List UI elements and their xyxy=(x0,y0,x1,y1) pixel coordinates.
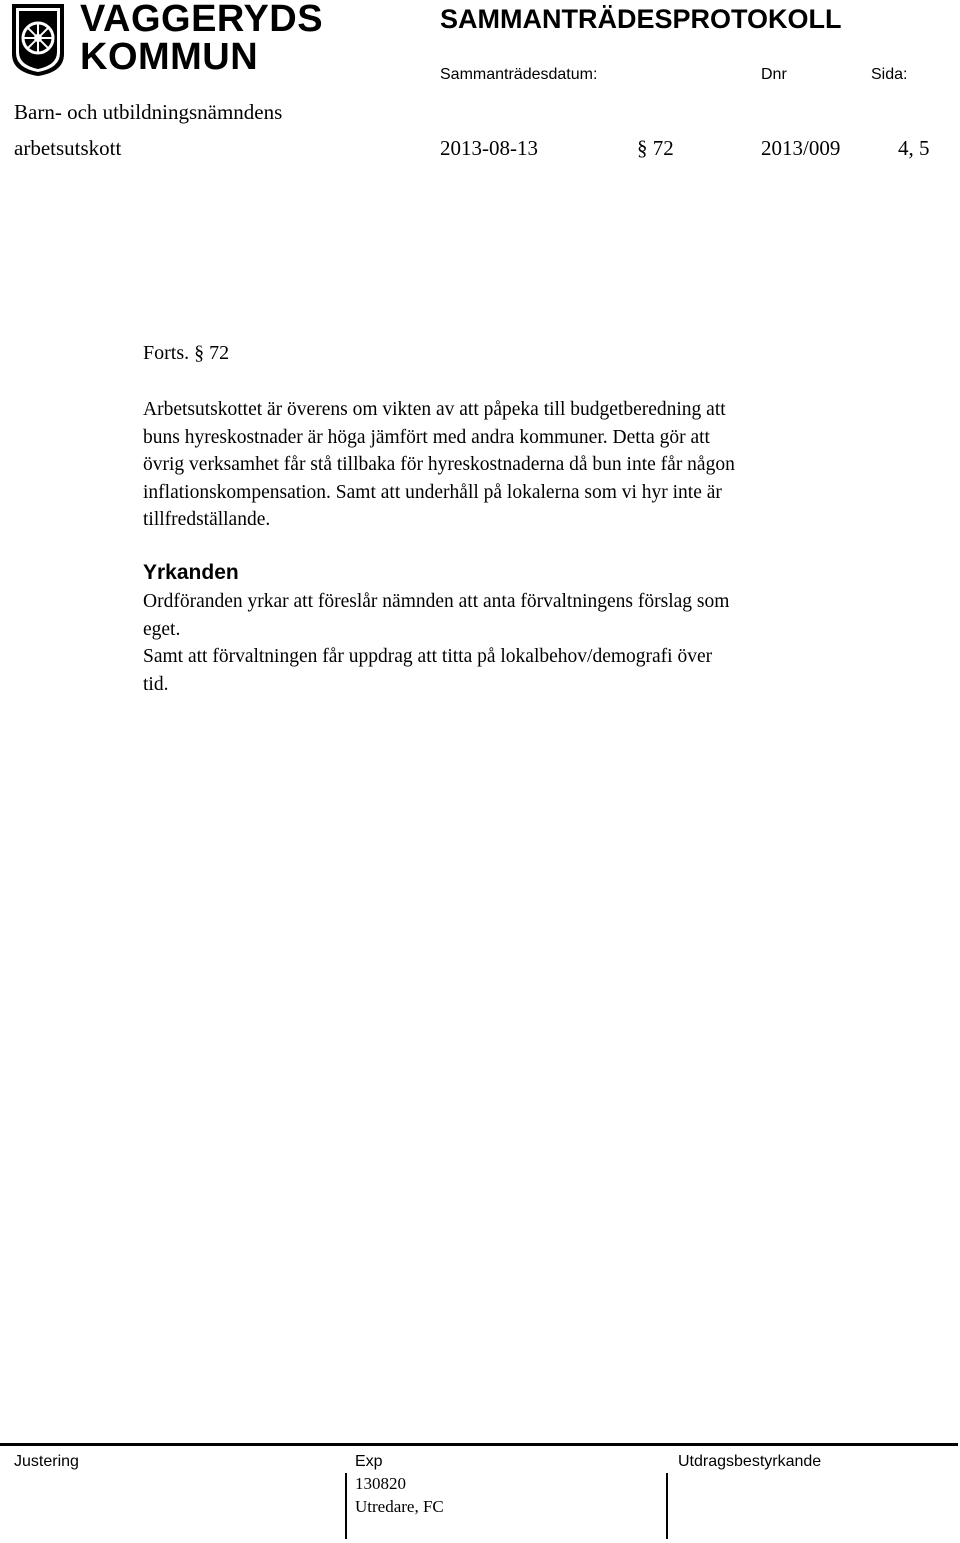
section-heading-yrkanden: Yrkanden xyxy=(143,561,239,584)
paragraph-1 xyxy=(143,396,903,534)
brand-line-1: VAGGERYDS xyxy=(80,0,324,40)
meeting-date-label: Sammanträdesdatum: xyxy=(440,66,598,83)
utdragsbestyrkande-label: Utdragsbestyrkande xyxy=(678,1453,822,1470)
paragraph-line: Arbetsutskottet är överens om vikten av att påpeka till budgetberedning att xyxy=(143,399,726,420)
brand-line-2: KOMMUN xyxy=(80,36,259,78)
paragraph-line: buns hyreskostnader är höga jämfört med andra kommuner. Detta gör att xyxy=(143,426,710,448)
paragraph-line: Samt att förvaltningen får uppdrag att titta på lokalbehov/demografi över xyxy=(143,646,713,667)
footer-column-divider xyxy=(666,1473,668,1539)
exp-date: 130820 xyxy=(355,1474,406,1493)
exp-recipient: Utredare, FC xyxy=(355,1497,444,1516)
footer-divider xyxy=(0,1443,958,1446)
paragraph-line: övrig verksamhet får stå tillbaka för hyreskostnaderna då bun inte får någon xyxy=(143,454,735,475)
exp-label: Exp xyxy=(355,1453,383,1470)
paragraph-line: Ordföranden yrkar att föreslår nämnden att anta förvaltningens förslag som xyxy=(143,591,730,612)
paragraph-2 xyxy=(143,588,903,698)
paragraph-line: tid. xyxy=(143,673,169,695)
organization-line-1: Barn- och utbildningsnämndens xyxy=(14,100,283,124)
paragraph-line: inflationskompensation. Samt att underhåll på lokalerna som vi hyr inte är xyxy=(143,481,722,503)
dnr-label: Dnr xyxy=(761,66,787,83)
justering-label: Justering xyxy=(14,1453,79,1470)
page-value: 4, 5 xyxy=(898,136,930,160)
footer-column-divider xyxy=(345,1473,347,1539)
paragraph-line: eget. xyxy=(143,618,181,640)
organization-line-2: arbetsutskott xyxy=(14,136,122,160)
dnr-value: 2013/009 xyxy=(761,136,841,160)
paragraph-line: tillfredställande. xyxy=(143,509,271,530)
section-number: § 72 xyxy=(637,136,674,160)
meeting-date: 2013-08-13 xyxy=(440,136,538,160)
continuation-label: Forts. § 72 xyxy=(143,342,230,364)
page-label: Sida: xyxy=(871,66,908,83)
brand-wordmark xyxy=(80,0,323,76)
document-title: SAMMANTRÄDESPROTOKOLL xyxy=(440,4,842,34)
municipality-emblem-icon xyxy=(10,2,66,78)
